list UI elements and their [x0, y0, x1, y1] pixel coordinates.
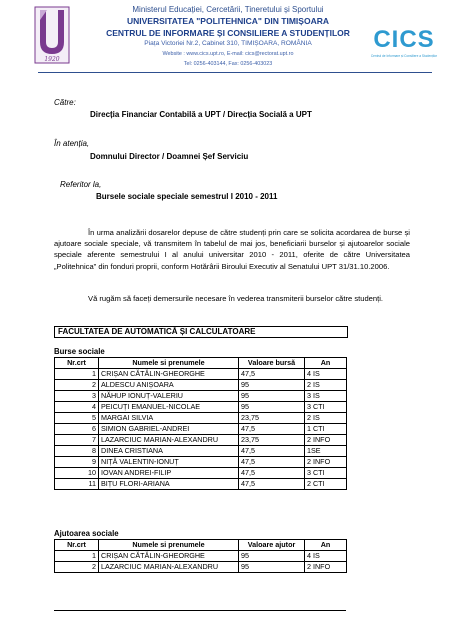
table-cell: 23,75 — [239, 413, 305, 424]
table-cell: 5 — [55, 413, 99, 424]
table-header: Valoare ajutor — [239, 540, 305, 551]
table-cell: NIȚĂ VALENTIN-IONUȚ — [99, 457, 239, 468]
header-divider — [38, 72, 432, 73]
table-cell: 95 — [239, 402, 305, 413]
table-cell: IOVAN ANDREI-FILIP — [99, 468, 239, 479]
body-paragraph-1 — [54, 227, 410, 272]
table-cell: SIMION GABRIEL-ANDREI — [99, 424, 239, 435]
table-cell: 95 — [239, 391, 305, 402]
body-paragraph-2 — [54, 293, 410, 304]
table-cell: 2 — [55, 562, 99, 573]
table-cell: 3 CTI — [305, 402, 347, 413]
table-cell: NĂHUP IONUȚ-VALERIU — [99, 391, 239, 402]
table-cell: 2 IS — [305, 380, 347, 391]
table-cell: 95 — [239, 551, 305, 562]
table-cell: 3 — [55, 391, 99, 402]
table-cell: MARGAI SILVIA — [99, 413, 239, 424]
ajutoare-table — [54, 539, 347, 573]
center-name: CENTRUL DE INFORMARE ȘI CONSILIERE A STUDENȚILOR — [106, 28, 350, 38]
table-cell: LAZARCIUC MARIAN-ALEXANDRU — [99, 562, 239, 573]
burse-table — [54, 357, 347, 490]
footer-divider — [54, 610, 346, 611]
reference-label: Referitor la, — [60, 180, 102, 189]
table-cell: BIȚU FLORI-ARIANA — [99, 479, 239, 490]
table-cell: CRIȘAN CĂTĂLIN-GHEORGHE — [99, 551, 239, 562]
table-cell: 2 — [55, 380, 99, 391]
cics-logo — [364, 22, 444, 62]
table-cell: 47,5 — [239, 479, 305, 490]
table-header: Nr.crt — [55, 358, 99, 369]
table-cell: 4 — [55, 402, 99, 413]
table-header: Numele si prenumele — [99, 358, 239, 369]
center-contact: Website : www.cics.upt.ro, E-mail: cics@rectorat.upt.ro — [162, 51, 294, 57]
attention-value: Domnului Director / Doamnei Șef Serviciu — [90, 152, 249, 161]
center-address: Piața Victoriei Nr.2, Cabinet 310, TIMIȘOARA, ROMÂNIA — [144, 40, 312, 47]
table-cell: 3 IS — [305, 391, 347, 402]
table-cell: DINEA CRISTIANA — [99, 446, 239, 457]
to-label: Către: — [54, 98, 76, 107]
table-header: Numele si prenumele — [99, 540, 239, 551]
table-row — [55, 413, 347, 424]
burse-title: Burse sociale — [54, 347, 105, 356]
table-cell: 95 — [239, 562, 305, 573]
table-cell: 4 IS — [305, 551, 347, 562]
ajutoare-title: Ajutoarea sociale — [54, 529, 119, 538]
table-header: An — [305, 540, 347, 551]
table-cell: 95 — [239, 380, 305, 391]
table-row — [55, 446, 347, 457]
table-cell: 23,75 — [239, 435, 305, 446]
table-row — [55, 424, 347, 435]
table-header: Valoare bursă — [239, 358, 305, 369]
table-cell: 47,5 — [239, 369, 305, 380]
table-cell: 47,5 — [239, 468, 305, 479]
table-cell: 47,5 — [239, 446, 305, 457]
table-cell: 9 — [55, 457, 99, 468]
table-cell: 47,5 — [239, 457, 305, 468]
table-cell: 7 — [55, 435, 99, 446]
table-row — [55, 562, 347, 573]
table-cell: 3 CTI — [305, 468, 347, 479]
table-cell: 1 CTI — [305, 424, 347, 435]
table-header: An — [305, 358, 347, 369]
table-cell: CRIȘAN CĂTĂLIN-GHEORGHE — [99, 369, 239, 380]
reference-value: Bursele sociale speciale semestrul I 2010 - 2011 — [96, 192, 278, 201]
table-cell: PEICUȚI EMANUEL-NICOLAE — [99, 402, 239, 413]
table-cell: 2 INFO — [305, 435, 347, 446]
table-row — [55, 479, 347, 490]
table-cell: 8 — [55, 446, 99, 457]
table-cell: ALDESCU ANIȘOARA — [99, 380, 239, 391]
university-logo — [34, 6, 70, 64]
table-cell: 2 INFO — [305, 562, 347, 573]
paragraph-text: Vă rugăm să faceți demersurile necesare în vederea transmiterii burselor către studenți. — [88, 294, 384, 303]
ministry-line: Ministerul Educației, Cercetării, Tineretului și Sportului — [132, 5, 324, 14]
table-cell: 2 IS — [305, 413, 347, 424]
table-cell: 11 — [55, 479, 99, 490]
table-row — [55, 468, 347, 479]
table-row — [55, 380, 347, 391]
table-header: Nr.crt — [55, 540, 99, 551]
university-name: UNIVERSITATEA "POLITEHNICA" DIN TIMIȘOARA — [127, 16, 329, 26]
table-cell: 2 CTI — [305, 479, 347, 490]
faculty-title: FACULTATEA DE AUTOMATICĂ ȘI CALCULATOARE — [58, 327, 256, 336]
table-row — [55, 435, 347, 446]
table-cell: 4 IS — [305, 369, 347, 380]
cics-logo-subtitle: Centrul de Informare și Consiliere a Studenților — [370, 54, 438, 58]
logo-year: 1920 — [44, 56, 60, 63]
paragraph-text: În urma analizării dosarelor depuse de către studenți prin care se solicita acordarea de burse și ajutoare sociale speciale, vă transmitem în tabelul de mai jos, beneficiarii burselor și ajutoarelor sociale speciale aferente semestrului I al anului universitar 2010 - 2011, oferite de către Universitatea „Politehnica” din fonduri proprii, conform Hotărârii Biroului Executiv al Senatului UPT 31/31.10.2006. — [54, 228, 410, 271]
to-value: Direcția Financiar Contabilă a UPT / Direcția Socială a UPT — [90, 110, 312, 119]
table-cell: 1 — [55, 369, 99, 380]
table-cell: 2 INFO — [305, 457, 347, 468]
attention-label: În atenția, — [54, 139, 90, 148]
table-cell: 10 — [55, 468, 99, 479]
center-phone: Tel: 0256-403144, Fax: 0256-403023 — [183, 61, 273, 67]
table-cell: 47,5 — [239, 424, 305, 435]
table-row — [55, 551, 347, 562]
table-row — [55, 402, 347, 413]
table-row — [55, 457, 347, 468]
cics-logo-text: CICS — [373, 26, 435, 53]
table-row — [55, 369, 347, 380]
table-row — [55, 391, 347, 402]
table-cell: 1 — [55, 551, 99, 562]
table-cell: 6 — [55, 424, 99, 435]
table-cell: LAZARCIUC MARIAN-ALEXANDRU — [99, 435, 239, 446]
table-cell: 1SE — [305, 446, 347, 457]
